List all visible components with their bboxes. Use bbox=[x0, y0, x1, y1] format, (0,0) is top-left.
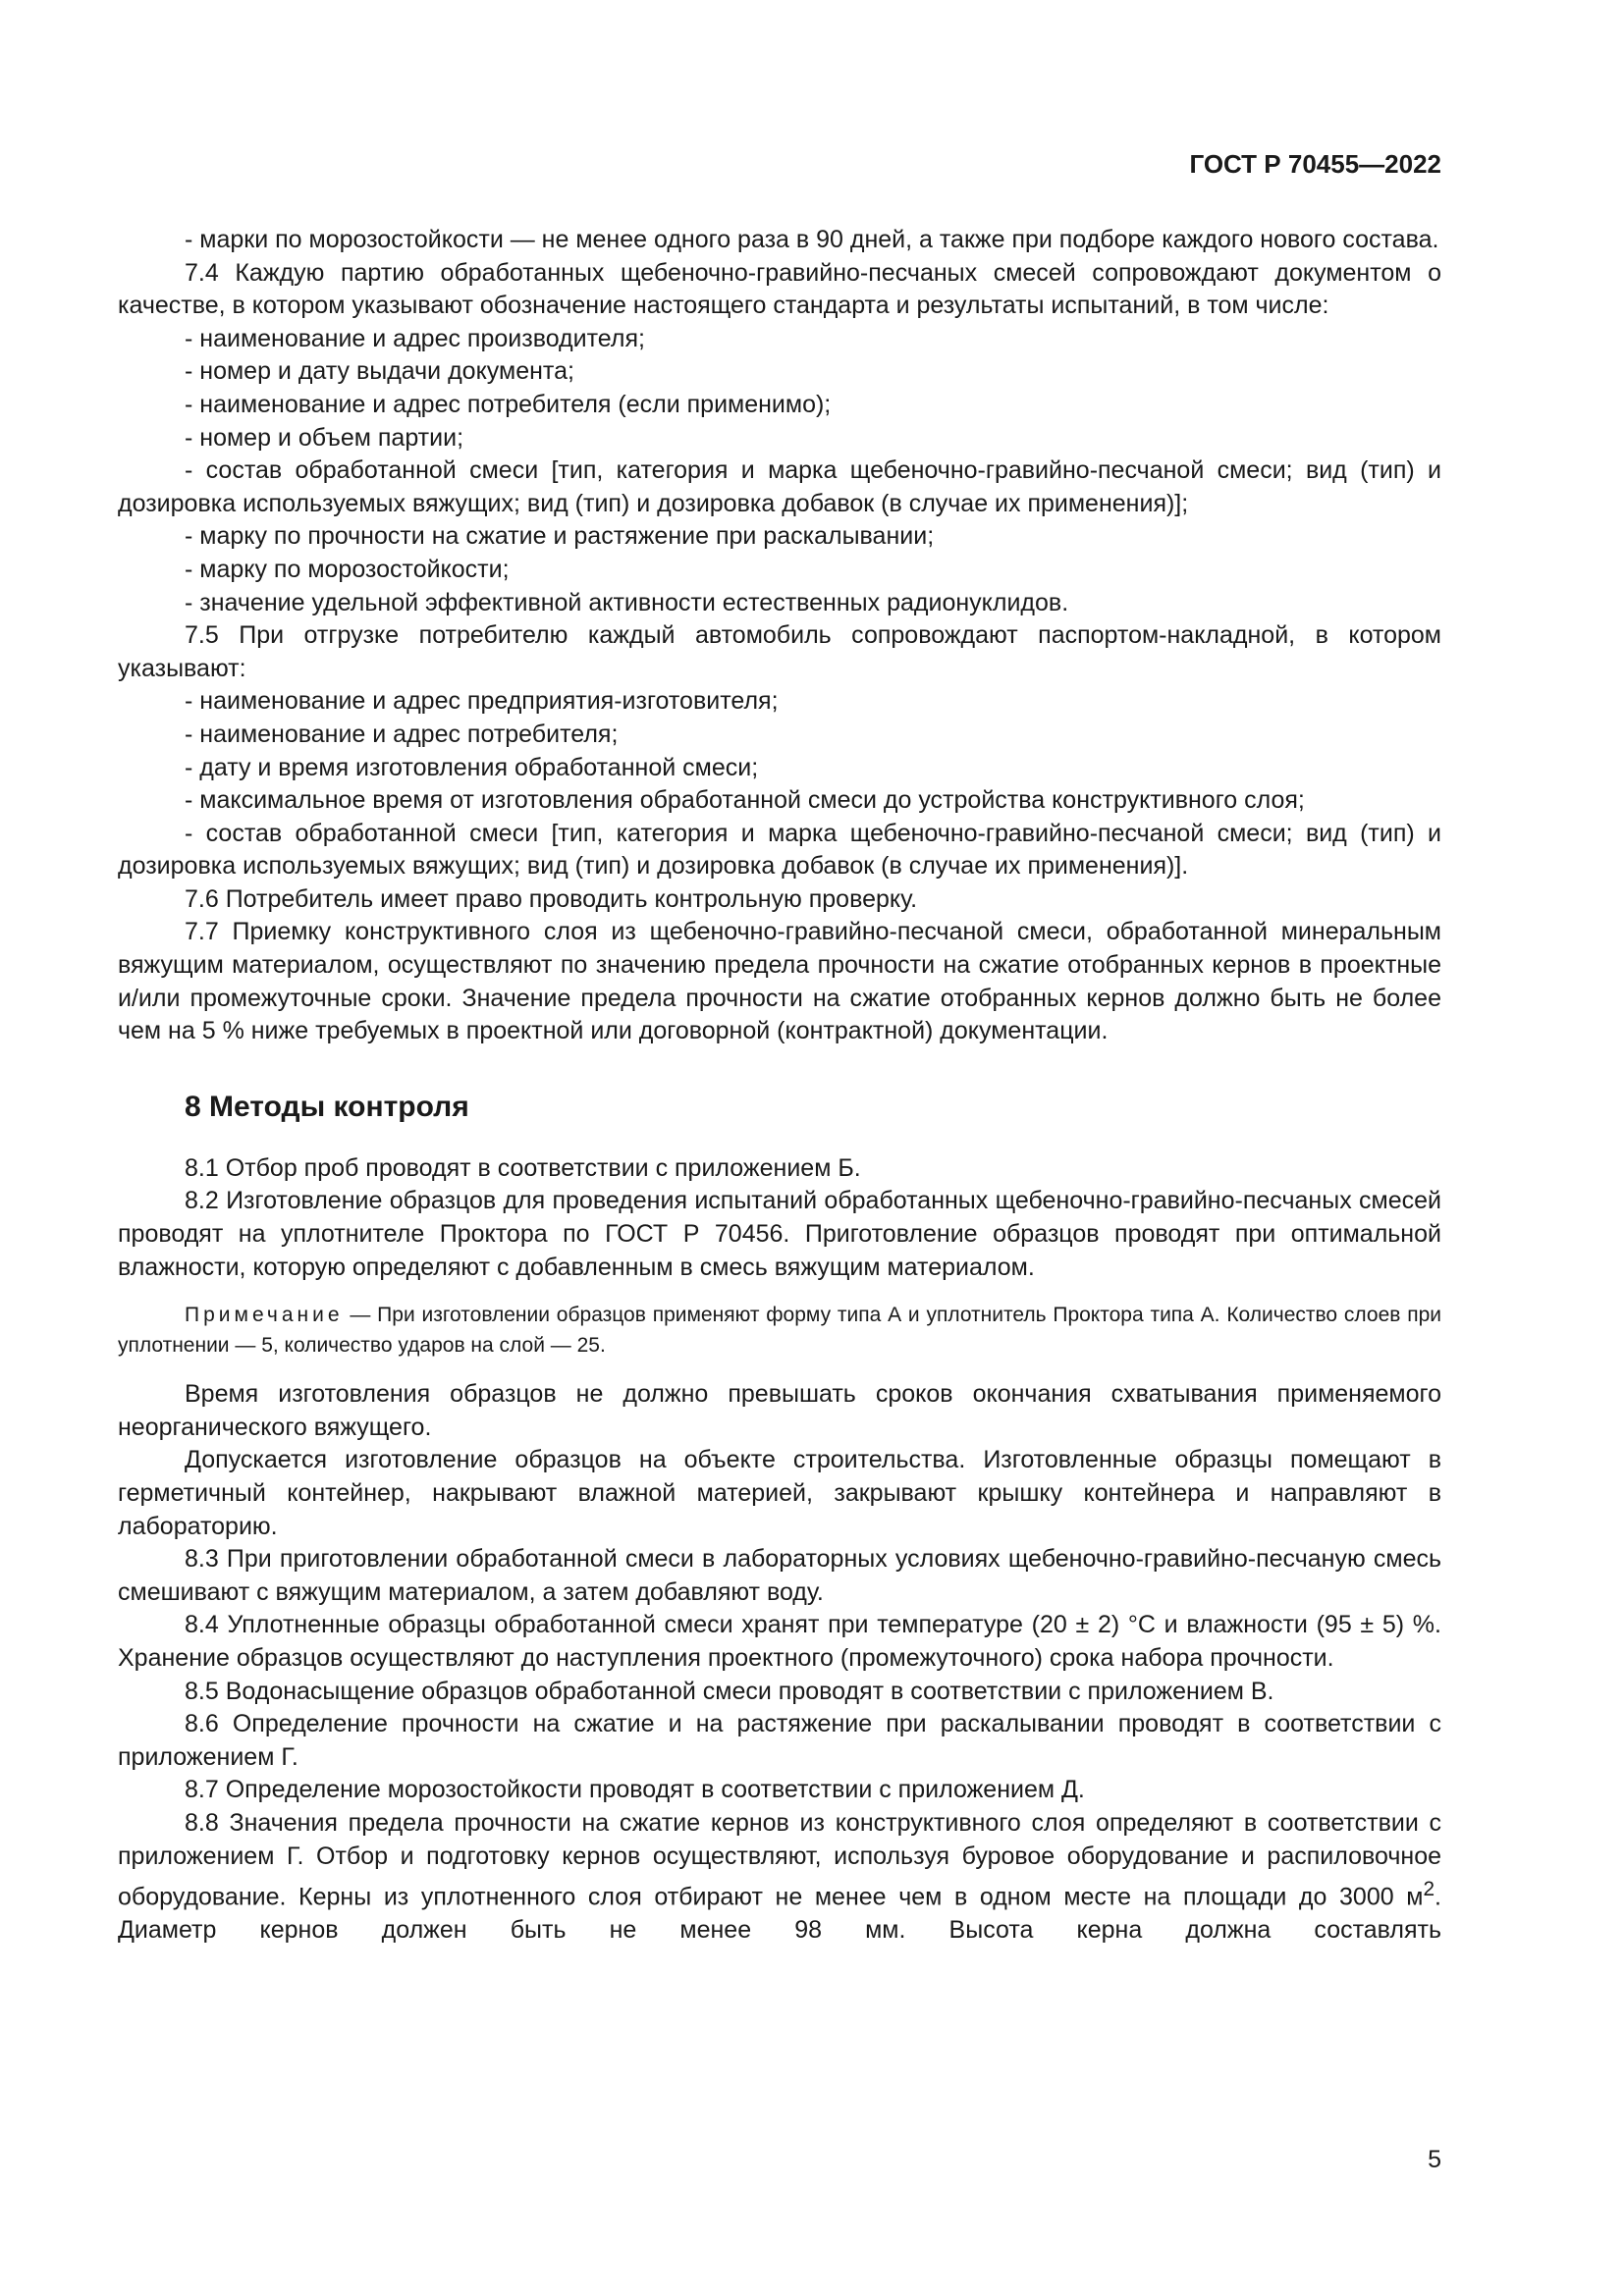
paragraph: 7.4 Каждую партию обработанных щебеночно-гравийно-песчаных смесей сопровождают документом о качестве, в котором указывают обозначение настоящего стандарта и результаты испытаний, в том числе: bbox=[118, 258, 1441, 320]
paragraph-8-8 bbox=[118, 1807, 1441, 1948]
paragraph: - наименование и адрес потребителя (если применимо); bbox=[185, 390, 832, 418]
page-number: 5 bbox=[1428, 2146, 1441, 2173]
paragraph: 8.2 Изготовление образцов для проведения испытаний обработанных щебеночно-гравийно-песчаных смесей проводят на уплотнителе Проктора по ГОСТ Р 70456. Приготовление образцов проводят при оптимальной влажности, которую определяют с добавленным в смесь вяжущим материалом. bbox=[118, 1187, 1441, 1281]
paragraph: 7.6 Потребитель имеет право проводить контрольную проверку. bbox=[185, 884, 918, 913]
paragraph: 8.7 Определение морозостойкости проводят в соответствии с приложением Д. bbox=[185, 1776, 1085, 1804]
document-body bbox=[118, 224, 1441, 1948]
paragraph: - состав обработанной смеси [тип, категория и марка щебеночно-гравийно-песчаной смеси; вид (тип) и дозировка используемых вяжущих; вид (тип) и дозировка добавок (в случае их применения)]. bbox=[118, 819, 1441, 881]
paragraph: 8.3 При приготовлении обработанной смеси в лабораторных условиях щебеночно-гравийно-песчаную смесь смешивают с вяжущим материалом, а затем добавляют воду. bbox=[118, 1545, 1441, 1606]
section-heading: 8 Методы контроля bbox=[185, 1090, 469, 1123]
paragraph: - марку по прочности на сжатие и растяжение при раскалывании; bbox=[185, 522, 935, 551]
paragraph-8-8-part1: 8.8 Значения предела прочности на сжатие кернов из конструктивного слоя определяют в соответствии с приложением Г. Отбор и подготовку кернов осуществляют, используя буровое оборудование и распиловочное оборудование. Керны из уплотненного слоя отбирают не менее чем в одном месте на площади до 3000 м bbox=[118, 1808, 1441, 1911]
paragraph: Время изготовления образцов не должно превышать сроков окончания схватывания применяемого неорганического вяжущего. bbox=[118, 1380, 1441, 1441]
paragraph: 7.5 При отгрузке потребителю каждый автомобиль сопровождают паспортом-накладной, в котором указывают: bbox=[118, 621, 1441, 682]
paragraph: 8.4 Уплотненные образцы обработанной смеси хранят при температуре (20 ± 2) °С и влажности (95 ± 5) %. Хранение образцов осуществляют до наступления проектного (промежуточного) срока набора прочности. bbox=[118, 1611, 1441, 1672]
paragraph: 8.6 Определение прочности на сжатие и на растяжение при раскалывании проводят в соответствии с приложением Г. bbox=[118, 1710, 1441, 1771]
note-block bbox=[118, 1300, 1441, 1361]
paragraph: 8.1 Отбор проб проводят в соответствии с приложением Б. bbox=[185, 1153, 861, 1182]
paragraph: - номер и дату выдачи документа; bbox=[185, 357, 574, 386]
section-7-content bbox=[118, 224, 1441, 1048]
paragraph: - марки по морозостойкости — не менее одного раза в 90 дней, а также при подборе каждого нового состава. bbox=[185, 226, 1439, 253]
paragraph: - наименование и адрес производителя; bbox=[185, 324, 645, 352]
paragraph-8-8-part2: . Диаметр кернов должен быть не менее 98 мм. Высота керна должна составлять bbox=[118, 1883, 1441, 1945]
section-8-content-continued bbox=[118, 1378, 1441, 1807]
paragraph: Допускается изготовление образцов на объекте строительства. Изготовленные образцы помещают в герметичный контейнер, накрывают влажной материей, закрывают крышку контейнера и направляют в лабораторию. bbox=[118, 1446, 1441, 1540]
paragraph: - значение удельной эффективной активности естественных радионуклидов. bbox=[185, 588, 1069, 616]
paragraph: - максимальное время от изготовления обработанной смеси до устройства конструктивного слоя; bbox=[185, 786, 1305, 815]
note-text: — При изготовлении образцов применяют форму типа А и уплотнитель Проктора типа А. Количество слоев при уплотнении — 5, количество ударов на слой — 25. bbox=[118, 1304, 1441, 1358]
superscript-2: 2 bbox=[1423, 1878, 1435, 1901]
paragraph: - наименование и адрес потребителя; bbox=[185, 720, 619, 748]
paragraph: - марку по морозостойкости; bbox=[185, 555, 510, 583]
note-label: Примечание bbox=[185, 1304, 344, 1327]
paragraph: - номер и объем партии; bbox=[185, 423, 464, 452]
section-8-content bbox=[118, 1152, 1441, 1284]
paragraph: 8.5 Водонасыщение образцов обработанной смеси проводят в соответствии с приложением В. bbox=[185, 1677, 1274, 1705]
paragraph: - дату и время изготовления обработанной смеси; bbox=[185, 753, 759, 781]
document-header-id: ГОСТ Р 70455—2022 bbox=[1189, 149, 1441, 179]
paragraph: 7.7 Приемку конструктивного слоя из щебеночно-гравийно-песчаной смеси, обработанной минеральным вяжущим материалом, осуществляют по значению предела прочности на сжатие отобранных кернов в проектные и/или промежуточные сроки. Значение предела прочности на сжатие отобранных кернов должно быть не более чем на 5 % ниже требуемых в проектной или договорной (контрактной) документации. bbox=[118, 918, 1441, 1045]
paragraph: - состав обработанной смеси [тип, категория и марка щебеночно-гравийно-песчаной смеси; вид (тип) и дозировка используемых вяжущих; вид (тип) и дозировка добавок (в случае их применения)]; bbox=[118, 456, 1441, 517]
paragraph: - наименование и адрес предприятия-изготовителя; bbox=[185, 687, 779, 716]
